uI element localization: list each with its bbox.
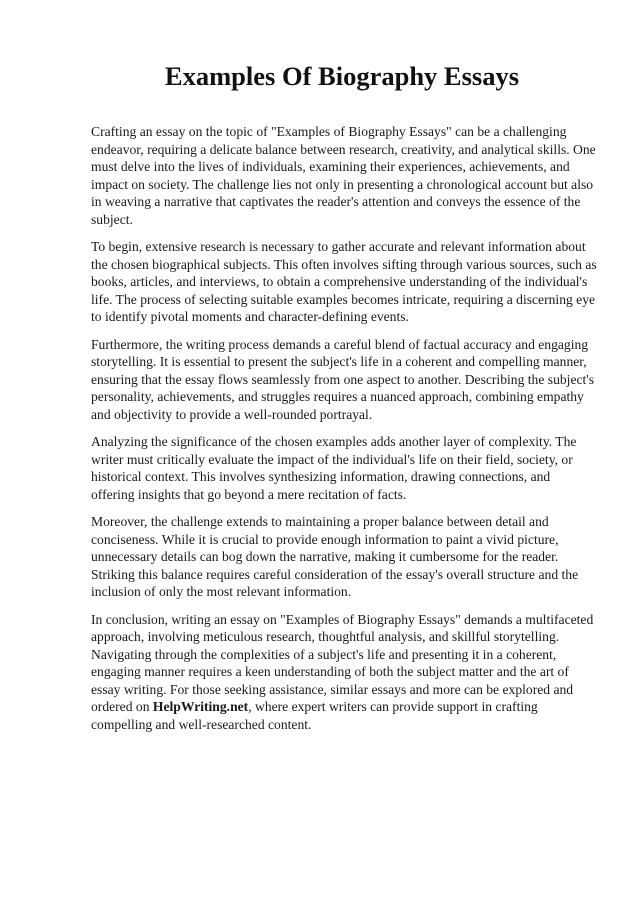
paragraph-3: Furthermore, the writing process demands a careful blend of factual accuracy and engaging storytelling. It is essential to present the subject's life in a coherent and compelling manner, ensuring that the essay flows seamlessly from one aspect to another. Describing the subject's personality, achievements, and struggles requires a nuanced approach, combining empathy and objectivity to provide a well-rounded portrayal. — [91, 336, 595, 422]
document-body — [91, 123, 597, 743]
paragraph-2: To begin, extensive research is necessary to gather accurate and relevant information about the chosen biographical subjects. This often involves sifting through various sources, such as books, articles, and interviews, to obtain a comprehensive understanding of the individual's life. The process of selecting suitable examples becomes intricate, requiring a discerning eye to identify pivotal moments and character-defining events. — [91, 239, 597, 324]
paragraph-5: Moreover, the challenge extends to maintaining a proper balance between detail and conciseness. While it is crucial to provide enough information to paint a vivid picture, unnecessary details can bog down the narrative, making it cumbersome for the reader. Striking this balance requires careful consideration of the essay's overall structure and the inclusion of only the most relevant information. — [91, 514, 579, 599]
paragraph-6-tail: , where expert writers can provide support in crafting compelling and well-researched content. — [91, 699, 538, 732]
paragraph-4: Analyzing the significance of the chosen examples adds another layer of complexity. The writer must critically evaluate the impact of the individual's life on their field, society, or historical context. This involves synthesizing information, drawing connections, and offering insights that go beyond a mere recitation of facts. — [91, 434, 577, 502]
helpwriting-link[interactable]: HelpWriting.net — [152, 699, 249, 714]
paragraph-1: Crafting an essay on the topic of "Examples of Biography Essays" can be a challenging endeavor, requiring a delicate balance between research, creativity, and analytical skills. One must delve into the lives of individuals, examining their experiences, achievements, and impact on society. The challenge lies not only in presenting a chronological account but also in weaving a narrative that captivates the reader's attention and conveys the essence of the subject. — [91, 124, 596, 227]
paragraph-6 — [91, 611, 597, 734]
document-title: Examples Of Biography Essays — [164, 61, 520, 91]
paragraph-6-text: In conclusion, writing an essay on "Examples of Biography Essays" demands a multifaceted approach, involving meticulous research, thoughtful analysis, and skillful storytelling. Navigating through the complexities of a subject's life and presenting it in a coherent, engaging manner requires a keen understanding of both the subject matter and the art of essay writing. For those seeking assistance, similar essays and more can be explored and ordered on — [91, 611, 594, 714]
